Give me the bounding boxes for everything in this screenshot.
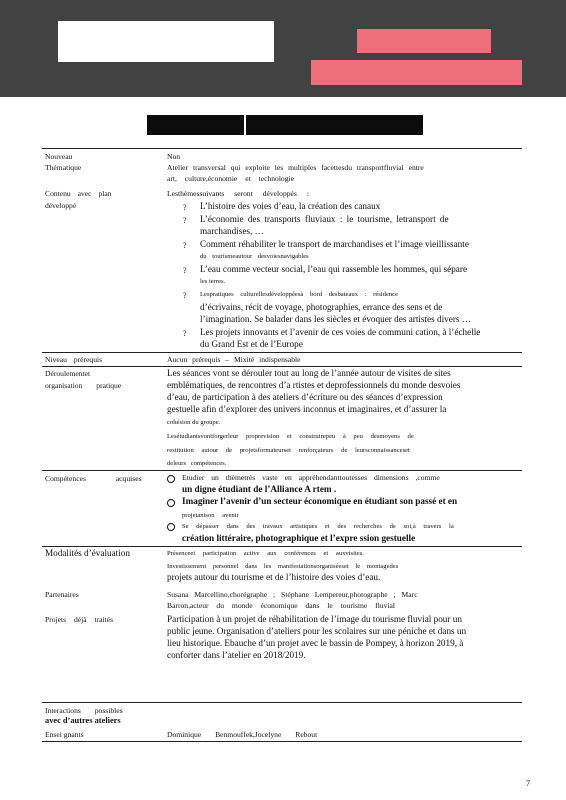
projets-line: lieu historique. Ebauche d’un projet avec le bassin de Pompey, à horizon 2019, à <box>167 638 464 648</box>
partenaires-line: Susana Marcellino,chorégraphe ; Stéphane Lempereur,photographe ; Marc <box>167 590 418 599</box>
contenu-item: Comment réhabiliter le transport de marchandises et l’image vieillissante <box>200 239 469 249</box>
title-bar <box>147 115 423 135</box>
deroulement-line: Les séances vont se dérouler tout au long de l’année autour de visites de sites <box>167 368 451 378</box>
table-rule <box>42 148 522 149</box>
contenu-item: les terres. <box>200 278 226 285</box>
deroulement-line: cohésion du groupe. <box>167 419 221 426</box>
projets-line: public jeune. Organisation d’ateliers pour les scolaires sur une péniche et dans un <box>167 626 467 636</box>
competences-label: Compétences acquises <box>45 474 142 483</box>
contenu-intro: Lesthèmessuivants seront développés : <box>167 189 309 198</box>
modalites-line: Investissement personnel dans les manifestationsorganiséeset le montagedes <box>167 563 399 570</box>
contenu-item: du Grand Est et de l’Europe <box>200 339 303 349</box>
title-bar-separator <box>244 115 246 135</box>
modalites-label: Modalités d’évaluation <box>45 548 130 558</box>
projets-label: Projets déjà traités <box>45 615 114 624</box>
deroulement-label-line1: Déroulementet <box>45 369 91 378</box>
table-rule <box>42 702 522 703</box>
deroulement-line: restitution autour de projetsformateurset renforçateurs de leursconnaissanceset <box>167 447 410 454</box>
header-logo-box <box>58 21 274 62</box>
bullet-marker: ? <box>183 266 187 275</box>
bullet-marker: ? <box>183 291 187 300</box>
contenu-item: marchandises, … <box>200 226 264 236</box>
enseignants-value: Dominique Benmouffek,Jocelyne Rebout <box>167 730 318 739</box>
niveau-value: Aucun prérequis – Mixité indispensable <box>167 355 301 364</box>
table-rule <box>42 741 522 742</box>
competence-line: Se dépasser dans des travaux artistiques et des recherches de soi,à travers la <box>182 523 454 530</box>
bullet-marker: ? <box>183 241 187 250</box>
enseignants-label: Ensei gnants <box>45 730 84 739</box>
table-rule <box>42 366 522 367</box>
contenu-item: Lespratiques culturellesdéveloppéesà bord desbateaux : résidence <box>200 291 399 298</box>
circle-bullet-icon <box>167 475 175 483</box>
contenu-item: L’eau comme vecteur social, l’eau qui rassemble les hommes, qui sépare <box>200 264 468 274</box>
contenu-item: d’écrivains, récit de voyage, photographies, errance des sens et de <box>200 302 443 312</box>
bullet-marker: ? <box>183 203 187 212</box>
contenu-label-line1: Contenu avec plan <box>45 189 112 198</box>
interactions-label-line2: avec d’autres ateliers <box>45 716 121 725</box>
contenu-item: l’imagination. Se balader dans les siècles et évoquer des artistes divers … <box>200 314 471 324</box>
bullet-marker: ? <box>183 216 187 225</box>
circle-bullet-icon <box>167 523 175 531</box>
projets-line: Participation à un projet de réhabilitation de l’image du tourisme fluvial pour un <box>167 614 462 624</box>
thematique-value-line1: Atelier transversal qui exploite les multiples facettesdu transportfluvial entre <box>167 163 424 172</box>
thematique-value-line2: art, culture,économie et technologie <box>167 174 295 183</box>
contenu-label-line2: développé <box>45 201 77 210</box>
modalites-line: projets autour du tourisme et de l’histoire des voies d’eau. <box>167 572 381 582</box>
contenu-item: Les projets innovants et l’avenir de ces voies de communi cation, à l’échelle <box>200 327 481 337</box>
partenaires-label: Partenaires <box>45 590 79 599</box>
contenu-item: L’histoire des voies d’eau, la création des canaux <box>200 201 381 211</box>
deroulement-line: Lesétudiantsvontforgerleur proprevision et construirepeu à peu desmoyens de <box>167 433 414 440</box>
projets-line: conforter dans l’atelier en 2018/2019. <box>167 650 306 660</box>
deroulement-line: d’eau, de participation à des ateliers d’écriture ou des séances d’expression <box>167 392 443 402</box>
competence-line: Imaginer l’avenir d’un secteur économique en étudiant son passé et en <box>182 496 458 506</box>
interactions-label-line1: Interactions possibles <box>45 706 123 715</box>
competence-line: un digne étudiant de l’Alliance A rtem . <box>182 484 337 494</box>
nouveau-label: Nouveau <box>45 152 73 161</box>
deroulement-label-line2: organisation pratique <box>45 381 122 390</box>
header-accent-block-bottom <box>311 60 522 85</box>
table-rule <box>42 546 522 547</box>
deroulement-line: emblématiques, de rencontres d’a rtistes et deprofessionnels du monde desvoies <box>167 380 461 390</box>
competence-line: Etudier un thèmetrès vaste en appréhendanttoutesses dimensions ,comme <box>182 473 440 482</box>
niveau-label: Niveau prérequis <box>45 355 103 364</box>
contenu-item: du tourismeautour desvoiesnavigables <box>200 253 309 260</box>
partenaires-line: Barron,acteur du monde économique dans le tourisme fluvial <box>167 601 395 610</box>
competence-line: création littéraire, photographique et l’expre ssion gestuelle <box>182 533 416 543</box>
contenu-item: L’économie des transports fluviaux : le tourisme, letransport de <box>200 214 449 224</box>
table-rule <box>42 470 522 471</box>
competence-line: projetantson avenir <box>182 512 239 519</box>
thematique-label: Thématique <box>45 163 82 172</box>
header-accent-block-top <box>357 29 491 53</box>
circle-bullet-icon <box>167 499 175 507</box>
modalites-line: Présenceet participation active aux conférences et auxvisites. <box>167 550 364 557</box>
page-number: 7 <box>526 779 530 788</box>
bullet-marker: ? <box>183 329 187 338</box>
nouveau-value: Non <box>167 152 181 161</box>
deroulement-line: gestuelle afin d’explorer des univers inconnus et imaginaires, et d’assurer la <box>167 404 447 414</box>
table-rule <box>42 352 522 353</box>
deroulement-line: deleurs compétences. <box>167 460 227 467</box>
